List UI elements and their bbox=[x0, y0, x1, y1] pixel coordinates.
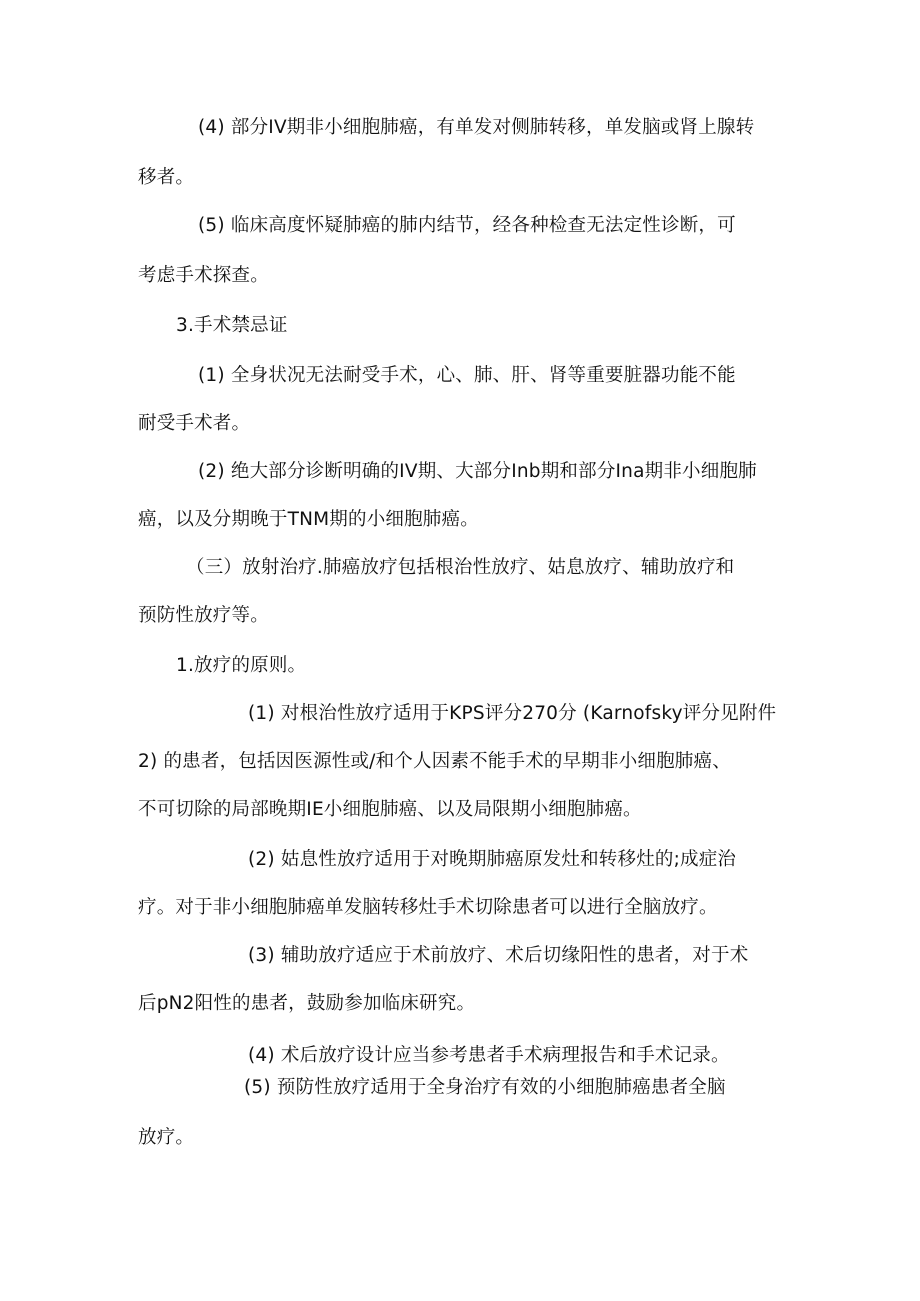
text-line-6: (1) 全身状况无法耐受手术，心、肺、肝、肾等重要脏器功能不能 bbox=[198, 365, 736, 386]
text-line-11: 预防性放疗等。 bbox=[138, 605, 269, 626]
text-line-20: (4) 术后放疗设计应当参考患者手术病理报告和手术记录。 bbox=[248, 1045, 730, 1066]
text-line-17: 疗。对于非小细胞肺癌单发脑转移灶手术切除患者可以进行全脑放疗。 bbox=[138, 897, 718, 918]
text-line-4: 考虑手术探查。 bbox=[138, 265, 269, 286]
text-line-16: (2) 姑息性放疗适用于对晚期肺癌原发灶和转移灶的;成症治 bbox=[248, 849, 737, 870]
text-line-13: (1) 对根治性放疗适用于KPS评分270分 (Karnofsky评分见附件 bbox=[248, 703, 777, 724]
text-line-18: (3) 辅助放疗适应于术前放疗、术后切缘阳性的患者，对于术 bbox=[248, 945, 749, 966]
text-line-8: (2) 绝大部分诊断明确的IV期、大部分Inb期和部分Ina期非小细胞肺 bbox=[198, 461, 757, 482]
text-line-1: (4) 部分IV期非小细胞肺癌，有单发对侧肺转移，单发脑或肾上腺转 bbox=[198, 117, 755, 138]
section-heading-contraindications: 3.手术禁忌证 bbox=[176, 315, 288, 336]
section-heading-radiotherapy-principles: 1.放疗的原则。 bbox=[176, 655, 307, 676]
text-line-2: 移者。 bbox=[138, 167, 195, 188]
text-line-9: 癌，以及分期晚于TNM期的小细胞肺癌。 bbox=[138, 509, 479, 530]
text-line-14: 2) 的患者，包括因医源性或/和个人因素不能手术的早期非小细胞肺癌、 bbox=[138, 751, 731, 772]
text-line-21: (5) 预防性放疗适用于全身治疗有效的小细胞肺癌患者全脑 bbox=[244, 1077, 726, 1098]
text-line-10: （三）放射治疗.肺癌放疗包括根治性放疗、姑息放疗、辅助放疗和 bbox=[186, 557, 735, 578]
text-line-7: 耐受手术者。 bbox=[138, 413, 251, 434]
text-line-3: (5) 临床高度怀疑肺癌的肺内结节，经各种检查无法定性诊断，可 bbox=[198, 215, 736, 236]
text-line-15: 不可切除的局部晚期IE小细胞肺癌、以及局限期小细胞肺癌。 bbox=[138, 799, 642, 820]
text-line-22: 放疗。 bbox=[138, 1127, 195, 1148]
text-line-19: 后pN2阳性的患者，鼓励参加临床研究。 bbox=[138, 993, 476, 1014]
